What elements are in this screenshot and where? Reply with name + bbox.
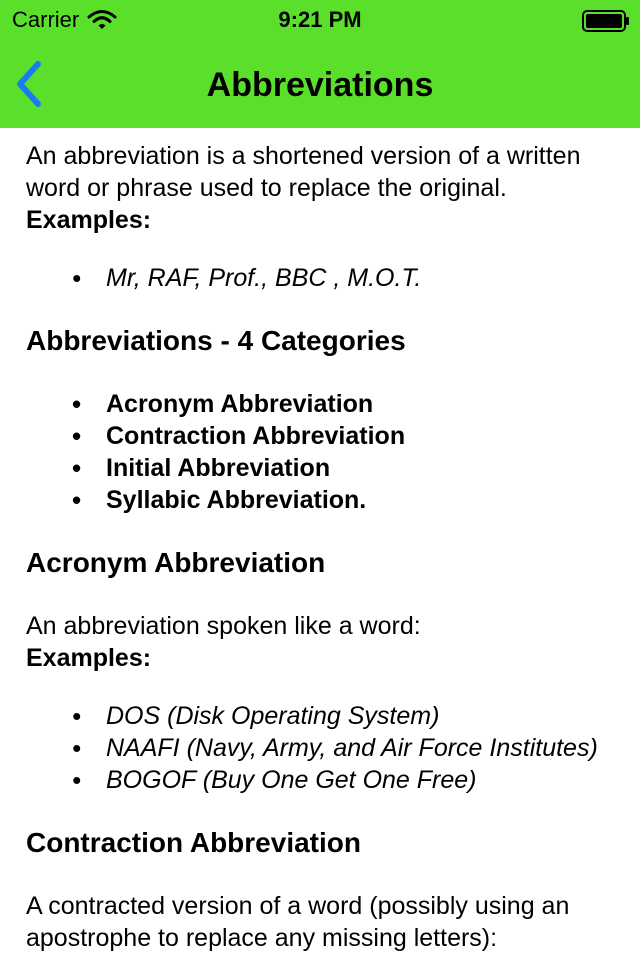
- header: [0, 0, 640, 128]
- list-item: • Syllabic Abbreviation.: [26, 484, 626, 516]
- acronym-heading: Acronym Abbreviation: [26, 547, 326, 578]
- list-item: • NAAFI (Navy, Army, and Air Force Institutes): [26, 732, 626, 764]
- intro-paragraph: An abbreviation is a shortened version of a written word or phrase used to replace the original.: [26, 142, 581, 202]
- list-item: • Initial Abbreviation: [26, 452, 626, 484]
- intro-examples-list: [26, 262, 626, 294]
- acronym-examples-list: [26, 700, 626, 796]
- list-item: • Contraction Abbreviation: [26, 420, 626, 452]
- status-bar: [0, 0, 640, 40]
- navigation-bar: [0, 40, 640, 128]
- contraction-heading: Contraction Abbreviation: [26, 827, 361, 858]
- list-item: • Mr, RAF, Prof., BBC , M.O.T.: [26, 262, 626, 294]
- page-title: Abbreviations: [206, 66, 434, 104]
- article-content: [26, 140, 626, 954]
- list-item: • DOS (Disk Operating System): [26, 700, 626, 732]
- examples-label: Examples:: [26, 206, 152, 234]
- contraction-description: A contracted version of a word (possibly using an apostrophe to replace any missing letters):: [26, 892, 570, 952]
- categories-list: [26, 388, 626, 516]
- list-item: • Acronym Abbreviation: [26, 388, 626, 420]
- acronym-description: An abbreviation spoken like a word:: [26, 612, 421, 640]
- categories-heading: Abbreviations - 4 Categories: [26, 325, 406, 356]
- list-item: • BOGOF (Buy One Get One Free): [26, 764, 626, 796]
- battery-icon: [582, 10, 630, 32]
- carrier-label: Carrier: [12, 7, 80, 32]
- acronym-examples-label: Examples:: [26, 644, 152, 672]
- status-time: 9:21 PM: [278, 7, 362, 32]
